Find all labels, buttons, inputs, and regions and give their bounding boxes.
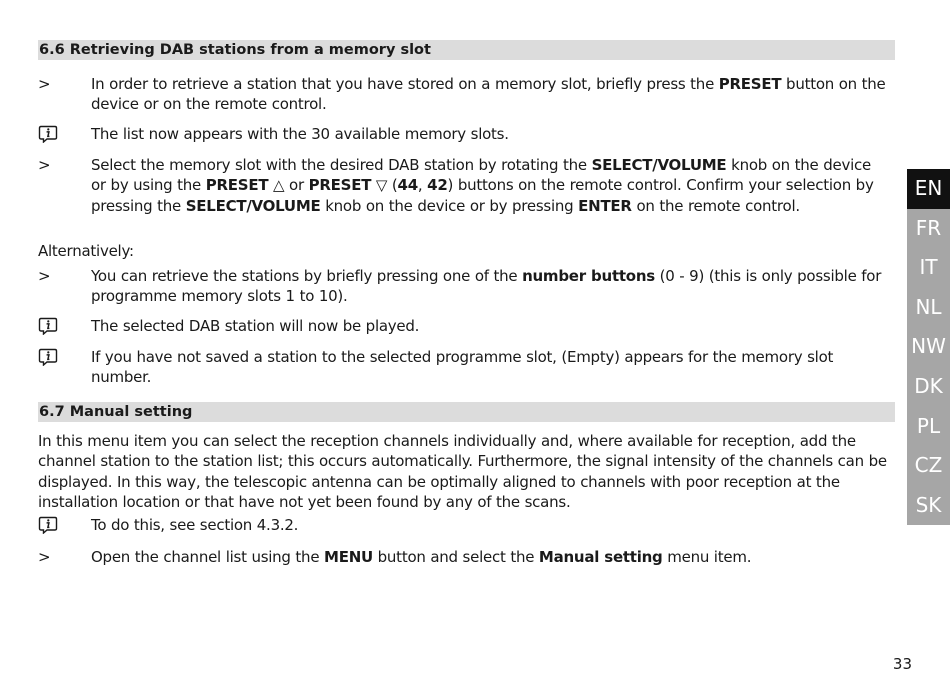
step-text: Open the channel list using the MENU button and select the Manual setting menu item. — [91, 548, 752, 566]
lang-tab-fr[interactable]: FR — [907, 209, 950, 249]
info-icon — [38, 516, 58, 534]
keyword-number-buttons: number buttons — [522, 267, 655, 285]
note-text: To do this, see section 4.3.2. — [91, 516, 299, 534]
note-text: The list now appears with the 30 available memory slots. — [91, 125, 509, 143]
note-text: If you have not saved a station to the selected programme slot, (Empty) appears for the memory slot number. — [91, 348, 834, 387]
lang-tab-it[interactable]: IT — [907, 248, 950, 288]
keyword-44: 44 — [397, 176, 418, 195]
lang-tab-pl[interactable]: PL — [907, 407, 950, 447]
step-text: In order to retrieve a station that you have stored on a memory slot, briefly press the PRESET button on the device or on the remote control. — [91, 75, 886, 114]
lang-tab-nl[interactable]: NL — [907, 288, 950, 328]
keyword-preset: PRESET — [205, 176, 269, 195]
info-icon — [38, 348, 58, 366]
step-marker: > — [38, 75, 51, 93]
keyword-select-volume: SELECT/VOLUME — [591, 156, 727, 174]
keyword-preset: PRESET — [308, 176, 372, 195]
page-number: 33 — [892, 655, 912, 673]
alternatively-label: Alternatively: — [38, 242, 134, 260]
manual-setting-intro: In this menu item you can select the reception channels individually and, where available for reception, add the channel station to the station list; this occurs automatically. Furthermore, the signal intensity of the channels can be displayed. In this way, the telescopic antenna can be optimally aligned to channels with poor reception at the installation location or that have not yet been found by any of the scans. — [38, 432, 887, 512]
language-tabs — [907, 169, 950, 525]
keyword-manual-setting: Manual setting — [538, 548, 663, 566]
keyword-enter: ENTER — [578, 196, 632, 215]
step-marker: > — [38, 267, 51, 285]
note-text: The selected DAB station will now be played. — [91, 317, 420, 335]
step-text: You can retrieve the stations by briefly pressing one of the number buttons (0 - 9) (this is only possible for programme memory slots 1 to 10). — [91, 267, 882, 306]
step-text: Select the memory slot with the desired DAB station by rotating the SELECT/VOLUME knob on the device or by using the PRESET △ or PRESET ▽ (44, 42) buttons on the remote control. Confirm your selection by pressing the SELECT/VOLUME knob on the device or by pressing ENTER on the remote control. — [91, 156, 874, 215]
keyword-select-volume: SELECT/VOLUME — [185, 196, 321, 215]
lang-tab-en[interactable]: EN — [907, 169, 950, 209]
keyword-menu: MENU — [324, 548, 373, 566]
step-marker: > — [38, 156, 51, 174]
info-icon — [38, 125, 58, 143]
section-heading-6-6: 6.6 Retrieving DAB stations from a memory slot — [38, 40, 895, 60]
info-icon — [38, 317, 58, 335]
lang-tab-cz[interactable]: CZ — [907, 446, 950, 486]
lang-tab-dk[interactable]: DK — [907, 367, 950, 407]
keyword-42: 42 — [427, 176, 448, 195]
section-heading-6-7: 6.7 Manual setting — [38, 402, 895, 422]
keyword-preset: PRESET — [718, 75, 782, 93]
lang-tab-sk[interactable]: SK — [907, 486, 950, 526]
lang-tab-nw[interactable]: NW — [907, 327, 950, 367]
step-marker: > — [38, 548, 51, 566]
